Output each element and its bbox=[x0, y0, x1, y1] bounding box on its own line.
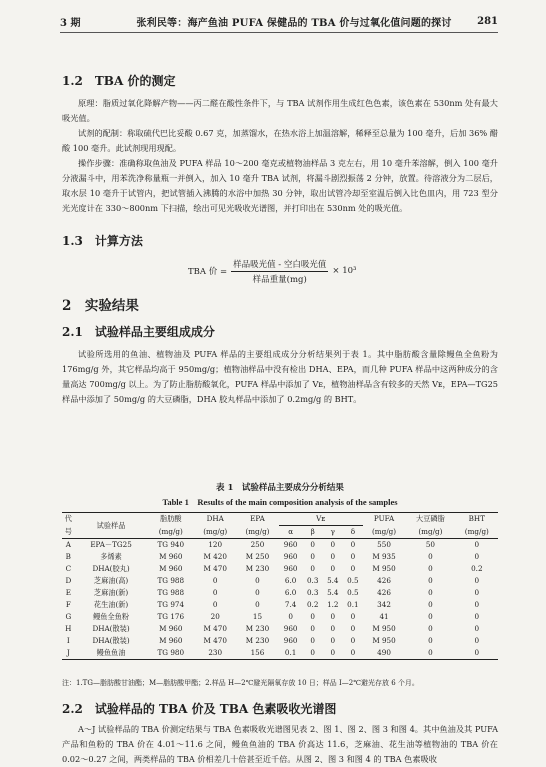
table-cell: M 950 bbox=[372, 564, 396, 573]
table-cell: 230 bbox=[194, 647, 236, 660]
col-soylecithin-unit: (mg/g) bbox=[405, 526, 456, 539]
table-row bbox=[62, 563, 498, 575]
col-ve-head: Vᴇ bbox=[279, 513, 363, 526]
col-epa-unit: (mg/g) bbox=[236, 526, 278, 539]
table-cell: 0.2 bbox=[471, 564, 483, 573]
table-cell: 0 bbox=[428, 612, 433, 621]
table-cell: 0 bbox=[428, 600, 433, 609]
table-cell: 0 bbox=[255, 588, 260, 597]
table-cell: DHA(散装) bbox=[92, 636, 130, 645]
table-cell: 0 bbox=[474, 540, 480, 549]
table-cell: 156 bbox=[236, 647, 278, 660]
table-cell: E bbox=[65, 588, 71, 597]
table-cell: 0 bbox=[350, 540, 356, 549]
table-cell: 鳗鱼全鱼粉 bbox=[93, 612, 130, 621]
table-cell: 0 bbox=[474, 588, 480, 597]
table-cell: 960 bbox=[283, 636, 298, 645]
col-dha-unit: (mg/g) bbox=[194, 526, 236, 539]
table-cell: 0 bbox=[428, 564, 433, 573]
col-code-head2: 号 bbox=[62, 526, 75, 539]
table-cell: 0 bbox=[474, 636, 480, 645]
col-pufa-unit: (mg/g) bbox=[363, 526, 405, 539]
col-ve-gamma: γ bbox=[323, 526, 343, 539]
section-1-2-heading: 1.2 TBA 价的测定 bbox=[62, 74, 176, 88]
table-cell: 6.0 bbox=[284, 576, 297, 585]
table-cell: 0 bbox=[350, 564, 356, 573]
table-cell: F bbox=[65, 600, 71, 609]
table-cell: 250 bbox=[250, 540, 265, 549]
running-header bbox=[60, 10, 498, 33]
formula-factor: × 10³ bbox=[332, 266, 357, 276]
table-cell: TG 988 bbox=[157, 588, 185, 597]
table-cell: A bbox=[65, 540, 71, 549]
table-cell: 960 bbox=[283, 624, 298, 633]
table-cell: 0 bbox=[350, 552, 356, 561]
table-cell: 花生油(新) bbox=[93, 600, 129, 609]
table-cell: 342 bbox=[377, 600, 391, 609]
table-cell: 7.4 bbox=[284, 600, 297, 609]
table-cell: 120 bbox=[208, 540, 223, 549]
table-cell: M 960 bbox=[159, 624, 183, 633]
col-epa-head: EPA bbox=[236, 513, 278, 526]
table-cell: 0 bbox=[255, 600, 260, 609]
table-cell: 0 bbox=[350, 612, 356, 621]
table-cell: 960 bbox=[283, 564, 298, 573]
table-cell: 1.2 bbox=[327, 600, 339, 609]
table-cell: 0 bbox=[474, 624, 480, 633]
table-cell: 0.2 bbox=[306, 600, 319, 609]
composition-paragraph: 试验所选用的鱼油、植物油及 PUFA 样品的主要组成成分分析结果列于表 1。其中脂肪酸含量除鳗鱼全鱼粉为 176mg/g 外，其它样品均高于 950mg/g；植物油样品中没有检出 DHA、EPA，而几种 PUFA 样品中这两种成分的含量高达 700mg/g 以上。为了防止脂肪酸氧化，PUFA 样品中添加了 Vᴇ，植物油样品含有较多的天然 Vᴇ，EPA—TG25 样品中添加了 50mg/g 的大豆磷脂，DHA 胶丸样品中添加了 0.2mg/g 的 BHT。 bbox=[62, 349, 498, 404]
table-cell: M 960 bbox=[159, 552, 183, 561]
table-cell: M 935 bbox=[372, 552, 396, 561]
table-cell: 41 bbox=[379, 612, 389, 621]
table-cell: M 230 bbox=[245, 624, 270, 633]
table-row bbox=[62, 635, 498, 647]
table-note: 注：1.TG—脂肪酸甘油酯；M—脂肪酸甲酯；2.样品 H—2℃避光隔氧存放 10 日；样品 I—2℃避光存放 6 个月。 bbox=[62, 679, 419, 687]
table-cell: 0 bbox=[212, 576, 218, 585]
table-cell: 0 bbox=[405, 647, 456, 660]
table-row bbox=[62, 611, 498, 623]
section-2-2-body bbox=[62, 722, 498, 767]
table-cell: 0.5 bbox=[347, 588, 359, 597]
table-cell: 50 bbox=[425, 540, 435, 549]
table-cell: 0 bbox=[310, 624, 315, 633]
col-bht-head: BHT bbox=[456, 513, 498, 526]
table-cell: 0 bbox=[350, 636, 356, 645]
table-cell: 960 bbox=[283, 552, 298, 561]
table-cell: B bbox=[65, 552, 71, 561]
table-cell: M 950 bbox=[372, 624, 396, 633]
table-cell: 0 bbox=[303, 647, 323, 660]
table-row bbox=[62, 647, 498, 660]
table-cell: 芝麻油(高) bbox=[93, 576, 129, 585]
table-cell: TG 176 bbox=[157, 612, 185, 621]
col-dha-head: DHA bbox=[194, 513, 236, 526]
table-cell: 0 bbox=[428, 588, 433, 597]
section-1-2-body bbox=[62, 96, 498, 216]
tba-formula bbox=[188, 256, 356, 286]
table-cell: I bbox=[66, 636, 70, 645]
table-cell: 0 bbox=[474, 552, 480, 561]
table-cell: 0 bbox=[474, 576, 480, 585]
formula-denominator: 样品重量(mg) bbox=[252, 274, 307, 285]
table-cell: 0 bbox=[330, 564, 336, 573]
table-cell: 0 bbox=[330, 540, 336, 549]
table-cell: 0 bbox=[288, 612, 293, 621]
table-caption-en: Table 1 Results of the main composition analysis of the samples bbox=[162, 497, 398, 507]
table-cell: DHA(胶丸) bbox=[92, 564, 130, 573]
table-cell: 0 bbox=[310, 564, 315, 573]
col-ve-beta: β bbox=[303, 526, 323, 539]
table-cell: 0 bbox=[330, 612, 336, 621]
procedure-paragraph: 操作步骤：准确称取鱼油及 PUFA 样品 10～200 毫克或植物油样品 3 克左右，用 10 毫升苯溶解，倒入 100 毫升分液漏斗中，用苯洗净称量瓶一并倒入，加入 10 毫升 TBA 试剂，将漏斗剧烈振荡 2 分钟，放置。待溶液分为二层后，取水层 10 毫升于试管内，把试管插入沸腾的水浴中加热 30 分钟，取出试管冷却至室温后倒入比色皿内，用 723 型分光光度计在 330～800nm 下扫描，绘出可见光吸收光谱图，并打印出在 530nm 处的吸光值。 bbox=[62, 158, 498, 213]
table-cell: M 470 bbox=[203, 624, 227, 633]
table-cell: 0 bbox=[350, 624, 356, 633]
table-cell: M 470 bbox=[203, 564, 227, 573]
table-cell: 0 bbox=[474, 612, 480, 621]
table-cell: 多烯素 bbox=[100, 552, 122, 561]
table-cell: 0 bbox=[212, 588, 218, 597]
table-cell: 0.1 bbox=[279, 647, 303, 660]
table-cell: 0.3 bbox=[306, 588, 319, 597]
table-cell: 6.0 bbox=[284, 588, 297, 597]
table-cell: EPA－TG25 bbox=[90, 540, 132, 549]
col-pufa-head: PUFA bbox=[363, 513, 405, 526]
table-cell: M 960 bbox=[159, 636, 183, 645]
table-cell: 0 bbox=[330, 552, 336, 561]
table-caption-cn: 表 1 试验样品主要成分分析结果 bbox=[216, 483, 344, 493]
issue-number: 3 期 bbox=[60, 17, 81, 29]
formula-lhs: TBA 价 = bbox=[188, 267, 228, 277]
table-cell: 0 bbox=[310, 552, 315, 561]
section-1-3-heading: 1.3 计算方法 bbox=[62, 234, 143, 248]
table-cell: 426 bbox=[377, 588, 391, 597]
table-cell: 426 bbox=[377, 576, 391, 585]
table-cell: 15 bbox=[252, 612, 263, 621]
table-body bbox=[62, 539, 498, 660]
section-2-heading: 2 实验结果 bbox=[62, 298, 139, 314]
table-cell: 0.3 bbox=[306, 576, 319, 585]
table-row bbox=[62, 539, 498, 552]
composition-table bbox=[62, 512, 498, 660]
table-cell: M 470 bbox=[203, 636, 227, 645]
table-cell: 0 bbox=[323, 647, 343, 660]
table-cell: M 960 bbox=[159, 564, 183, 573]
table-cell: 490 bbox=[363, 647, 405, 660]
table-cell: M 250 bbox=[245, 552, 270, 561]
table-cell: 0 bbox=[330, 624, 336, 633]
table-row bbox=[62, 551, 498, 563]
table-cell: D bbox=[65, 576, 72, 585]
table-cell: 0.5 bbox=[347, 576, 359, 585]
table-cell: 20 bbox=[210, 612, 220, 621]
table-cell: TG 940 bbox=[157, 540, 185, 549]
table-row bbox=[62, 575, 498, 587]
table-cell: 5.4 bbox=[327, 588, 339, 597]
table-cell: 5.4 bbox=[327, 576, 339, 585]
tba-results-paragraph: A～J 试验样品的 TBA 价测定结果与 TBA 色素吸收光谱图见表 2、图 1、图 2、图 3 和图 4。其中鱼油及其 PUFA 产品和鱼粉的 TBA 价在 4.01～11.6 之间，鳗鱼鱼油的 TBA 价高达 11.6，芝麻油、花生油等植物油的 TBA 价在 0.02～0.27 之间，两类样品的 TBA 价相差几十倍甚至近千倍。从图 2、图 3 和图 4 的 TBA 色素吸收 bbox=[62, 724, 498, 764]
table-cell: TG 974 bbox=[157, 600, 185, 609]
col-ve-alpha: α bbox=[279, 526, 303, 539]
table-cell: J bbox=[62, 647, 75, 660]
table-row bbox=[62, 599, 498, 611]
col-fattyacid-head: 脂肪酸 bbox=[147, 513, 194, 526]
table-cell: 0 bbox=[428, 624, 433, 633]
table-cell: 0 bbox=[310, 540, 315, 549]
col-fattyacid-unit: (mg/g) bbox=[147, 526, 194, 539]
table-row bbox=[62, 623, 498, 635]
table-cell: M 420 bbox=[203, 552, 227, 561]
col-bht-unit: (mg/g) bbox=[456, 526, 498, 539]
table-cell: 0 bbox=[330, 636, 336, 645]
table-cell: M 230 bbox=[245, 636, 270, 645]
table-cell: 0 bbox=[428, 552, 433, 561]
formula-fraction bbox=[231, 258, 328, 285]
table-cell: 0 bbox=[456, 647, 498, 660]
table-cell: 960 bbox=[283, 540, 298, 549]
table-cell: 550 bbox=[377, 540, 391, 549]
table-cell: 0 bbox=[428, 576, 433, 585]
table-cell: DHA(散装) bbox=[92, 624, 130, 633]
running-title: 张利民等：海产鱼油 PUFA 保健品的 TBA 价与过氧化值问题的探讨 bbox=[136, 17, 452, 29]
col-ve-delta: δ bbox=[343, 526, 363, 539]
table-cell: 0 bbox=[255, 576, 260, 585]
section-2-1-body bbox=[62, 347, 498, 407]
col-soylecithin-head: 大豆磷脂 bbox=[405, 513, 456, 526]
section-2-2-heading: 2.2 试验样品的 TBA 价及 TBA 色素吸收光谱图 bbox=[62, 702, 337, 716]
table-cell: 0.1 bbox=[347, 600, 359, 609]
table-cell: 0 bbox=[310, 636, 315, 645]
formula-numerator: 样品吸光值 - 空白吸光值 bbox=[233, 259, 327, 270]
table-cell: 0 bbox=[212, 600, 218, 609]
table-cell: M 230 bbox=[245, 564, 270, 573]
table-cell: M 950 bbox=[372, 636, 396, 645]
table-cell: C bbox=[65, 564, 72, 573]
principle-paragraph: 原理：脂质过氧化降解产物——丙二醛在酸性条件下，与 TBA 试剂作用生成红色色素，该色素在 530nm 处有最大吸光值。 bbox=[62, 98, 498, 123]
table-cell: 芝麻油(新) bbox=[93, 588, 129, 597]
section-2-1-heading: 2.1 试验样品主要组成成分 bbox=[62, 325, 215, 339]
table-cell: 0 bbox=[343, 647, 363, 660]
table-cell: G bbox=[65, 612, 72, 621]
table-cell: 鳗鱼鱼油 bbox=[75, 647, 148, 660]
page-number: 281 bbox=[477, 15, 498, 27]
reagent-paragraph: 试剂的配制：称取硫代巴比妥酸 0.67 克，加蒸馏水，在热水浴上加温溶解，稀释至总量为 100 毫升，后加 36% 醋酸 100 毫升。此试剂现用现配。 bbox=[62, 128, 498, 153]
col-sample-head: 试验样品 bbox=[75, 513, 148, 539]
table-cell: H bbox=[65, 624, 72, 633]
table-cell: 0 bbox=[474, 600, 480, 609]
table-row bbox=[62, 587, 498, 599]
table-cell: TG 980 bbox=[147, 647, 194, 660]
table-cell: 0 bbox=[428, 636, 433, 645]
col-code-head: 代 bbox=[62, 513, 75, 526]
table-cell: TG 988 bbox=[157, 576, 185, 585]
table-cell: 0 bbox=[310, 612, 315, 621]
